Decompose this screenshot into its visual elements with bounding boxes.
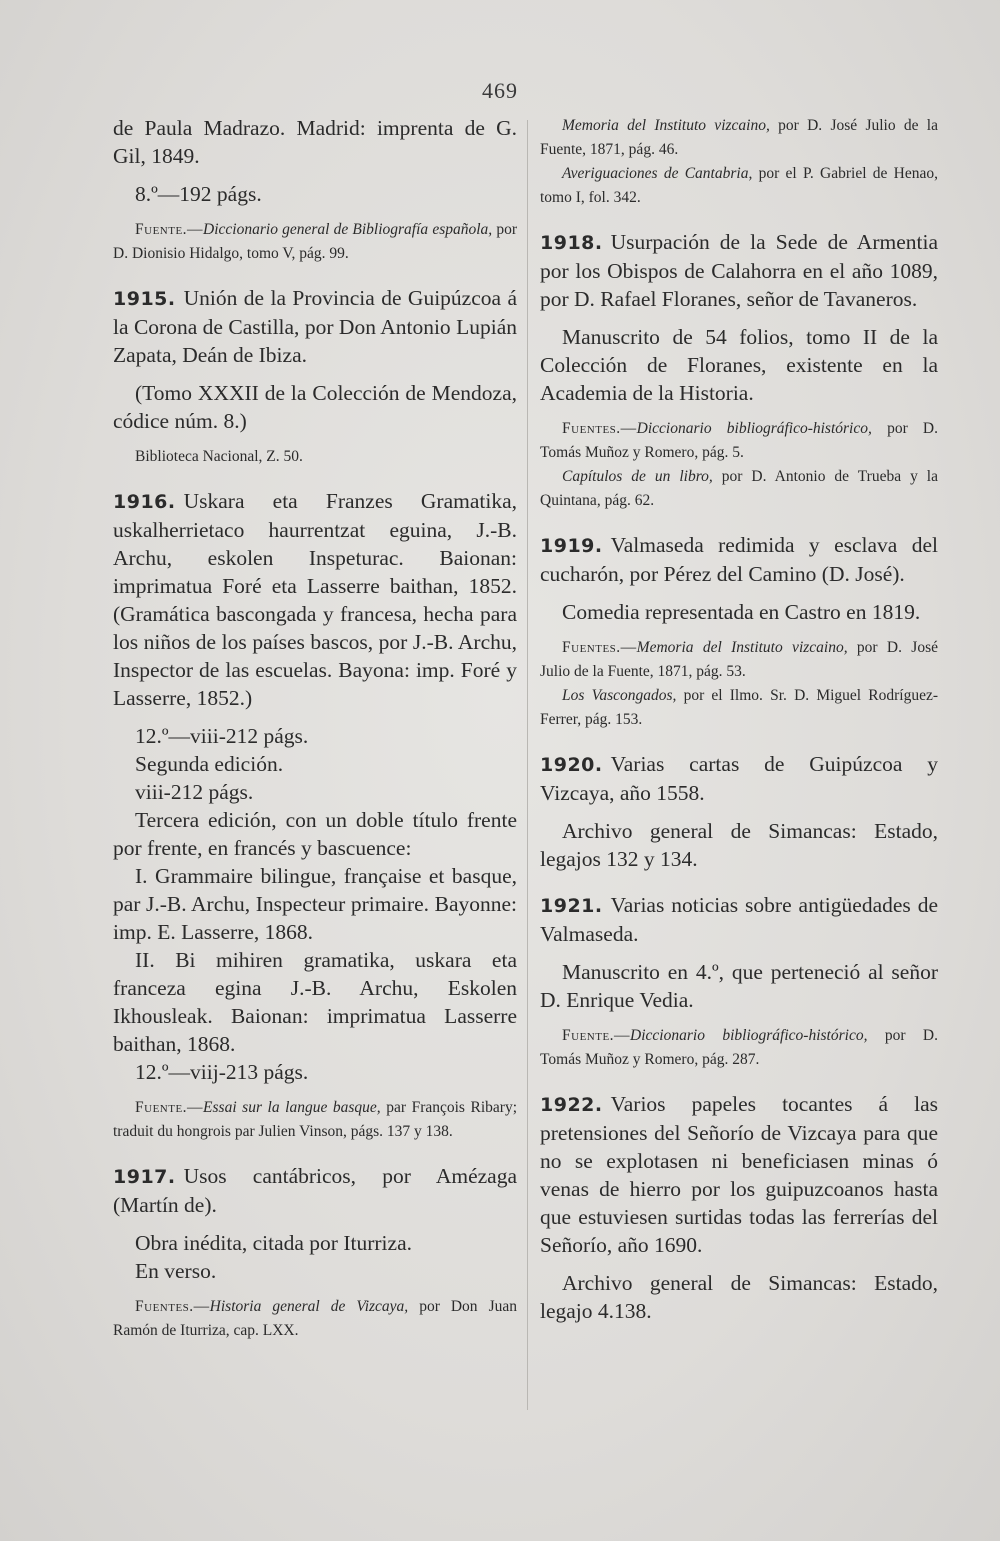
source-title: Averiguaciones de Cantabria,: [562, 165, 753, 182]
source-detail: por el P. Gabriel de Henao, tomo I, fol. 342.: [540, 165, 939, 206]
source-detail: por D. Tomás Muñoz y Romero, pág. 5.: [540, 420, 939, 461]
source-label: Fuentes.—: [135, 1298, 210, 1315]
entry-1916: [113, 487, 517, 712]
source-detail: por el Ilmo. Sr. D. Miguel Rodríguez-Ferrer, pág. 153.: [540, 687, 938, 728]
source-note: [113, 1096, 517, 1144]
entry-title: Usurpación de la Sede de Armentia por los Obispos de Calahorra en el año 1089, por D. Rafael Floranes, señor de Tavaneros.: [540, 230, 938, 311]
source-label: Fuentes.—: [562, 639, 637, 656]
source-note: [540, 162, 938, 210]
source-detail: por D. José Julio de la Fuente, 1871, pág. 53.: [540, 639, 938, 680]
entry-number: 1917.: [113, 1166, 176, 1188]
source-note: [540, 465, 938, 513]
entry-note: Manuscrito de 54 folios, tomo II de la Colección de Floranes, existente en la Academia de la Historia.: [540, 325, 938, 405]
source-title: Essai sur la langue basque,: [203, 1099, 381, 1116]
entry-1918: [540, 228, 938, 313]
source-detail: por Don Juan Ramón de Iturriza, cap. LXX.: [113, 1298, 517, 1339]
entry-location: Biblioteca Nacional, Z. 50.: [135, 448, 303, 465]
source-title: Memoria del Instituto vizcaino,: [636, 639, 848, 656]
entry-line: 12.º—viii-212 págs.: [135, 724, 309, 748]
source-detail: por D. Tomás Muñoz y Romero, pág. 287.: [540, 1027, 938, 1068]
page-number: 469: [482, 78, 518, 103]
entry-note: Archivo general de Simancas: Estado, legajos 132 y 134.: [540, 819, 938, 871]
source-title: Los Vascongados,: [562, 687, 677, 704]
source-note: [113, 1295, 517, 1343]
source-title: Diccionario general de Bibliografía española,: [203, 221, 493, 238]
entry-note: Manuscrito en 4.º, que perteneció al señor D. Enrique Vedia.: [540, 960, 938, 1012]
source-detail: por D. José Julio de la Fuente, 1871, pág. 46.: [540, 117, 938, 158]
source-note: [540, 636, 938, 684]
column-divider: [527, 120, 528, 1410]
entry-note: (Tomo XXXII de la Colección de Mendoza, códice núm. 8.): [113, 381, 517, 433]
source-label: Fuentes.—: [562, 420, 637, 437]
entry-title: Valmaseda redimida y esclava del cucharón, por Pérez del Camino (D. José).: [540, 533, 938, 586]
source-detail: par François Ribary; traduit du hongrois par Julien Vinson, págs. 137 y 138.: [113, 1099, 517, 1140]
source-note: [540, 114, 938, 162]
entry-1921: [540, 891, 938, 948]
entry-line: 12.º—viij-213 págs.: [135, 1060, 309, 1084]
entry-title: Uskara eta Franzes Gramatika, uskalherrietaco haurrentzat eguina, J.-B. Archu, eskolen Inspeturac. Baionan: imprimatua Foré eta Lasserre baithan, 1852. (Gramática bascongada y francesa, hecha para los niños de los países bascos, por J.-B. Archu, Inspector de las escuelas. Bayona: imp. Foré y Lasserre, 1852.): [113, 489, 517, 710]
entry-title: Usos cantábricos, por Amézaga (Martín de).: [113, 1164, 517, 1217]
entry-1915: [113, 284, 517, 369]
entry-line: En verso.: [135, 1259, 217, 1283]
source-note: [540, 417, 938, 465]
entry-number: 1916.: [113, 491, 176, 513]
entry-title: Unión de la Provincia de Guipúzcoa á la Corona de Castilla, por Don Antonio Lupián Zapata, Deán de Ibiza.: [113, 286, 517, 367]
entry-1920: [540, 750, 938, 807]
entry-1917: [113, 1162, 517, 1219]
entry-line: I. Grammaire bilingue, française et basque, par J.-B. Archu, Inspecteur primaire. Bayonne: imp. E. Lasserre, 1868.: [113, 864, 517, 944]
entry-title: Varios papeles tocantes á las pretensiones del Señorío de Vizcaya para que no se explotasen ni beneficiasen minas ó venas de hierro por los guipuzcoanos hasta que estuviesen surtidas todas las ferrerías del Señorío, año 1690.: [540, 1092, 938, 1257]
format-line: 8.º—192 págs.: [135, 182, 262, 206]
source-note: [113, 218, 517, 266]
source-title: Capítulos de un libro,: [562, 468, 713, 485]
entry-title: Varias noticias sobre antigüedades de Valmaseda.: [540, 893, 938, 946]
entry-number: 1921.: [540, 895, 603, 917]
source-label: Fuente.—: [135, 221, 204, 238]
entry-line: Obra inédita, citada por Iturriza.: [135, 1231, 412, 1255]
entry-number: 1915.: [113, 288, 176, 310]
entry-title: Varias cartas de Guipúzcoa y Vizcaya, año 1558.: [540, 752, 938, 805]
entry-line: viii-212 págs.: [135, 780, 254, 804]
source-title: Historia general de Vizcaya,: [209, 1298, 409, 1315]
source-title: Diccionario bibliográfico-histórico,: [636, 420, 872, 437]
source-title: Diccionario bibliográfico-histórico,: [630, 1027, 868, 1044]
left-column: [113, 114, 517, 1343]
entry-line: II. Bi mihiren gramatika, uskara eta franceza egina J.-B. Archu, Eskolen Ikhousleak. Baionan: imprimatua Lasserre baithan, 1868.: [113, 948, 517, 1056]
entry-1919: [540, 531, 938, 588]
continuation-text: de Paula Madrazo. Madrid: imprenta de G. Gil, 1849.: [113, 116, 517, 168]
entry-note: Comedia representada en Castro en 1819.: [562, 600, 921, 624]
entry-number: 1922.: [540, 1094, 603, 1116]
entry-number: 1920.: [540, 754, 603, 776]
source-title: Memoria del Instituto vizcaino,: [562, 117, 770, 134]
source-label: Fuente.—: [135, 1099, 204, 1116]
right-column: [540, 114, 938, 1325]
entry-note: Archivo general de Simancas: Estado, legajo 4.138.: [540, 1271, 938, 1323]
entry-line: Segunda edición.: [135, 752, 284, 776]
source-note: [540, 1024, 938, 1072]
entry-1922: [540, 1090, 938, 1259]
source-detail: por D. Dionisio Hidalgo, tomo V, pág. 99.: [113, 221, 517, 262]
entry-number: 1919.: [540, 535, 603, 557]
source-detail: por D. Antonio de Trueba y la Quintana, pág. 62.: [540, 468, 938, 509]
entry-number: 1918.: [540, 232, 603, 254]
source-label: Fuente.—: [562, 1027, 631, 1044]
source-note: [540, 684, 938, 732]
entry-line: Tercera edición, con un doble título frente por frente, en francés y bascuence:: [113, 808, 517, 860]
